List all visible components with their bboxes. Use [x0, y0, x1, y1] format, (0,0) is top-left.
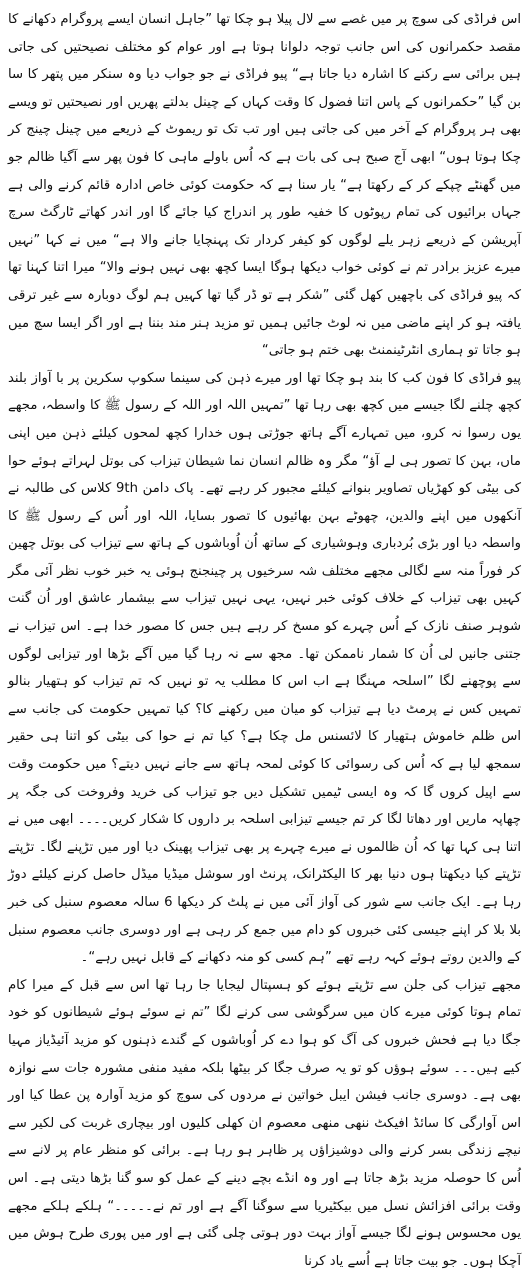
article-paragraph-2: پیو فراڈی کا فون کب کا بند ہو چکا تھا اور میرے ذہن کی سینما سکوپ سکرین پر با آواز بلند کچھ چلنے لگا جیسے میں کچھ بھی رہا تھا ”تمہیں اللہ اور اللہ کے رسول ﷺ کا واسطہ، مجھے یوں رسوا نہ کرو، میں تمہارے آگے ہاتھ جوڑتی ہوں خدارا کچھ لمحوں کیلئے ذہن میں اپنی ماں، بہن کا تصور ہی لے آؤ“ مگر وہ ظالم انسان نما شیطان تیزاب کی بوتل لہراتے ہوئے حوا کی بیٹی کو کھڑیاں تصاویر بنوانے کیلئے مجبور کر رہے تھے۔ پاک دامن 9th کلاس کی طالبہ نے آنکھوں میں اپنے والدین، چھوٹے بہن بھائیوں کا تصور بسایا، اللہ اور اُس کے رسول ﷺ کا واسطہ دیا اور بڑی بُردباری وہوشیاری کے ساتھ اُن اُوباشوں کے ہاتھ سے تیزاب کی بوتل چھین کر فوراً منہ سے لگالی مجھے مختلف شہ سرخیوں پر چینجنج ہوئی یہ خبر خوب نظر آئی مگر کہیں بھی تیزاب کے خلاف کوئی خبر نہیں، یہی نہیں تیزاب سے بیشمار عاشق اور اُن گنت شوہر صنف نازک کے اُس چہرے کو مسخ کر رہے ہیں جس کا مصور خدا ہے۔ اس تیزاب نے جتنی جانیں لی اُن کا شمار ناممکن تھا۔ مجھ سے نہ رہا گیا میں آگے بڑھا اور تیزابی لوگوں سے پوچھنے لگا ”اسلحہ مہنگا ہے اب اس کا مطلب یہ تو نہیں کہ تم تیزاب کو ہتھیار بنالو تمہیں کس نے پرمٹ دیا ہے تیزاب کو میان میں رکھنے کا؟ کیا تمہیں حکومت کی جانب سے اس ظلم خاموش ہتھیار کا لائسنس مل چکا ہے؟ کیا تم نے حوا کی بیٹی کو اتنا ہی حقیر سمجھ لیا ہے کہ اُس کی رسوائی کا کوئی لمحہ ہاتھ سے جانے نہیں دیتے؟ میں حکومت وقت سے اپیل کروں گا کہ وہ ایسی ٹیمیں تشکیل دیں جو تیزاب کی خرید وفروخت کی جگہ پر چھاپہ ماریں اور دھاتا لگا کر تم جیسے تیزابی اسلحہ بر داروں کا شکار کریں۔۔۔۔ ابھی میں نے اتنا ہی کہا تھا کہ اُن ظالموں نے میرے چہرے پر بھی تیزاب پھینک دیا اور میں تڑپنے لگا۔ تڑپتے تڑپتے کیا دیکھتا ہوں دنیا بھر کا الیکٹرانک، پرنٹ اور سوشل میڈیا میڈل حاصل کرنے کیلئے دوڑ رہا ہے۔ ایک جانب سے شور کی آواز آئی میں نے پلٹ کر دیکھا 6 سالہ معصوم سنبل کی خبر بلا بلا کر اپنے جیسی کئی خبروں کو دام میں جمع کر رہی ہے اور دوسری جانب معصوم سنبل کے والدین روتے ہوئے کہہ رہے تھے ”ہم کسی کو منہ دکھانے کے قابل نہیں رہے“۔ [8, 370, 521, 966]
article-paragraph-3: مجھے تیزاب کی جلن سے تڑپتے ہوئے کو ہسپتال لیجایا جا رہا تھا اس سے قبل کے میرا کام تمام ہوتا کوئی میرے کان میں سرگوشی سی کرنے لگا ”تم نے سوئے ہوئے شیطانوں کو خود جگا دیا ہے فحش خبروں کی آگ کو ہوا دے کر اُوباشوں کے گندے ذہنوں کو مزید آئیڈیاز مہیا کیے ہیں۔۔۔ سوئے ہوؤں کو تو یہ صرف جگا کر بیٹھا بلکہ مفید منفی مشورہ جات سے نوازہ بھی ہے۔ دوسری جانب فیشن ایبل خواتین نے مردوں کی سوچ کو مزید آوارہ پن عطا کیا اور اس آوارگی کا سائڈ افیکٹ ننھی منھی معصوم ان کھلی کلیوں اور بیچاری غربت کی لکیر سے نیچے زندگی بسر کرنے والی دوشیزاؤں پر ظاہر ہو رہا ہے۔ برائی کو منظر عام پر لانے سے اُس کا حوصلہ مزید بڑھ جاتا ہے اور وہ انڈے بچے دینے کے عمل کو سو گنا بڑھا دیتی ہے۔ اس وقت برائی افزائش نسل میں بیکٹیریا سے سوگنا آگے ہے اور تم نے۔۔۔۔۔“ ہلکے ہلکے مجھے یوں محسوس ہونے لگا جیسے آواز بہت دور ہوتی چلی گئی ہے اور میں پوری طرح ہوش میں آچکا ہوں۔ جو بیت جاتا ہے اُسے یاد کرنا [8, 977, 521, 1269]
article-paragraph-1: اس فراڈی کی سوچ پر میں غصے سے لال پیلا ہو چکا تھا ”جاہل انسان ایسے پروگرام دکھانے کا مقصد حکمرانوں کی اس جانب توجہ دلوانا ہوتا ہے اور عوام کو مختلف نصیحتیں کی جاتی ہیں برائی سے رکنے کا اشارہ دیا جاتا ہے“ پیو فراڈی نے جو جواب دیا وہ سنکر میں پتھر کا سا بن گیا ”حکمرانوں کے پاس اتنا فضول کا وقت کہاں کے چینل بدلتے پھریں اور نصیحتیں تو ویسے بھی ہر پروگرام کے آخر میں کی جاتی ہیں اور تب تک تو ریموٹ کے ذریعے میں چینل چینج کر چکا ہوتا ہوں“ ابھی آج صبح ہی کی بات ہے کہ اُس باولے ماہی کا فون پھر سے آگیا ظالم جو میں گھنٹے چپکے کر کے رکھتا ہے“ یار سنا ہے کہ حکومت کوئی خاص ادارہ قائم کرنے والی ہے جہاں برائیوں کی تمام رپوٹوں کا خفیہ طور پر اندراج کیا جائے گا اور اندر کھاتے ٹارگٹ سرچ آپریشن کے ذریعے زہر یلے لوگوں کو کیفر کردار تک پہنچایا جانے والا ہے“ میں نے کہا ”نہیں میرے عزیز برادر تم نے کوئی خواب دیکھا ہوگا ایسا کچھ بھی نہیں ہونے والا“ میرا اتنا کہنا تھا کہ پیو فراڈی کی باچھیں کھل گئی ”شکر ہے تو ڈر گیا تھا کہیں ہم لوگ دوبارہ سے غیر ترقی یافتہ ہو کر اپنے ماضی میں نہ لوٹ جائیں ہمیں تو مزید ہنر مند بننا ہے اور اگر ایسا سچ میں ہو جاتا تو ہماری انٹرٹینمنٹ بھی ختم ہو جاتی“ [8, 12, 521, 359]
